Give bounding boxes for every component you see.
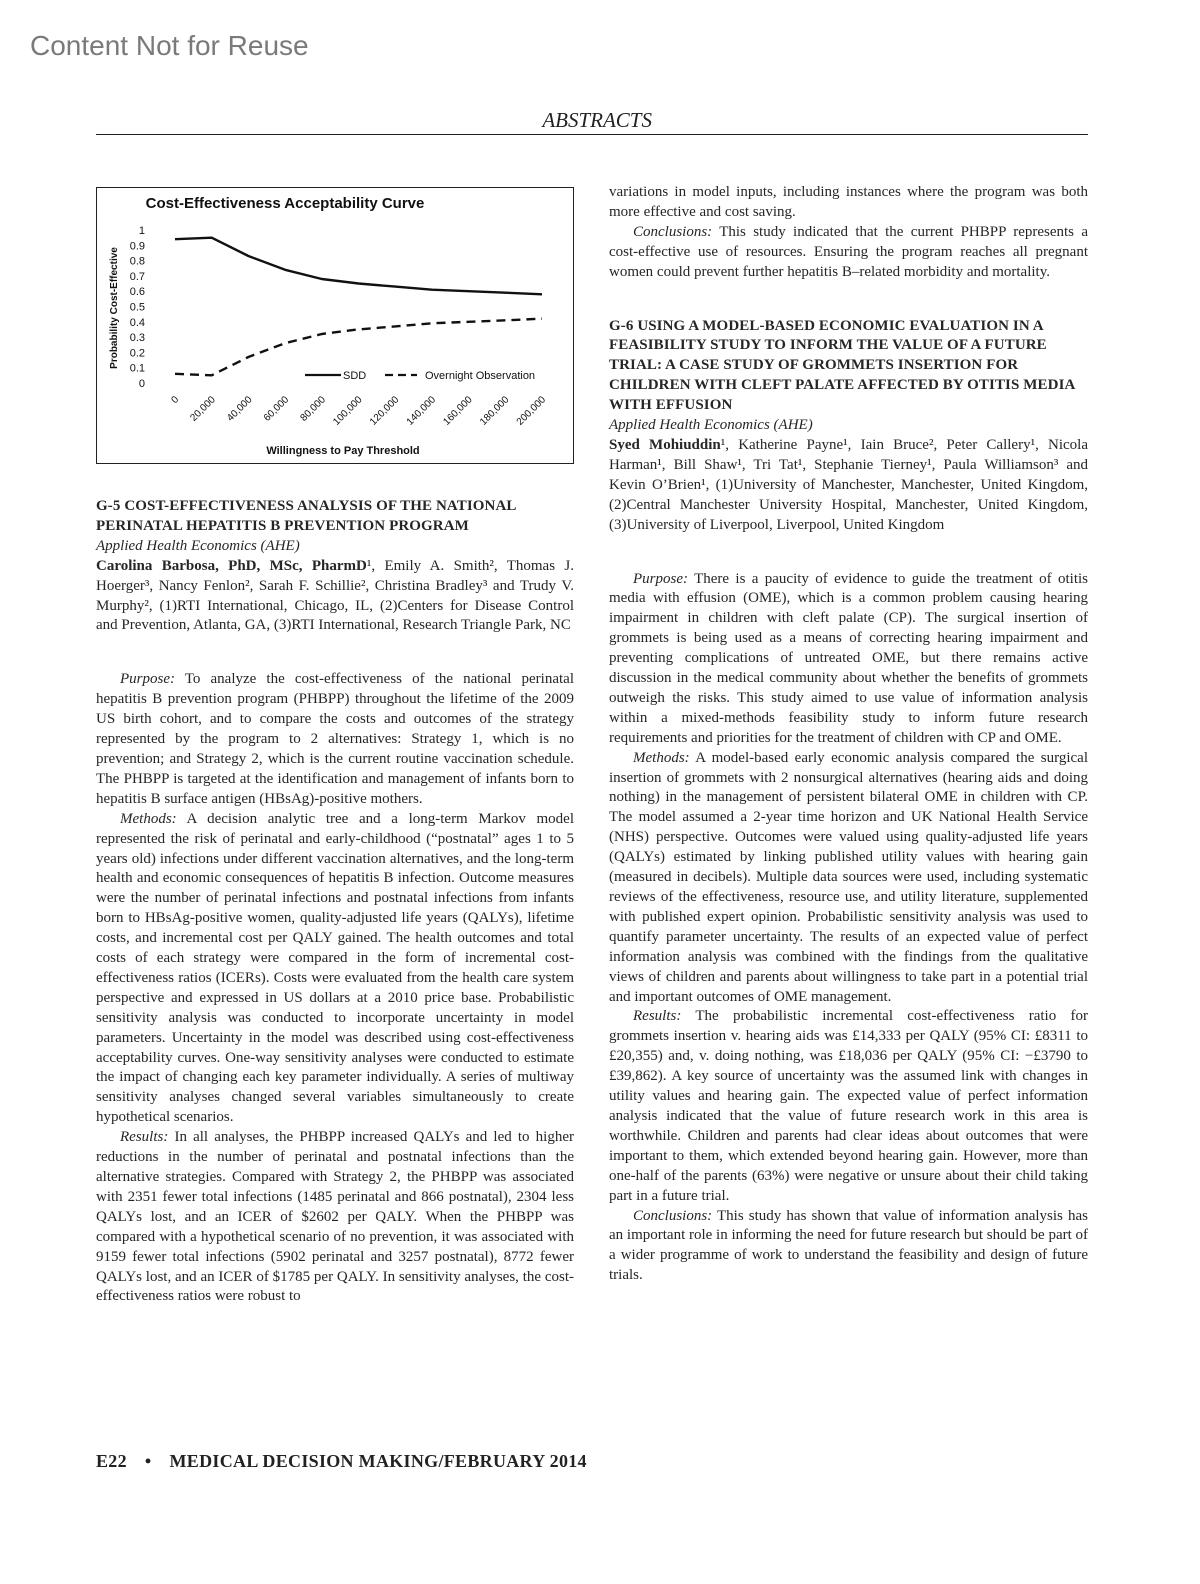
g5-title: G-5 COST-EFFECTIVENESS ANALYSIS OF THE NATIONAL PERINATAL HEPATITIS B PREVENTION PROGRAM <box>96 498 516 534</box>
g6-title: G-6 USING A MODEL-BASED ECONOMIC EVALUATION IN A FEASIBILITY STUDY TO INFORM THE VALUE OF A FUTURE TRIAL: A CASE STUDY OF GROMMETS INSERTION FOR CHILDREN WITH CLEFT PALATE AFFECTED BY OTITIS MEDIA WITH EFFUSION <box>609 317 1075 414</box>
g5-purpose-text: To analyze the cost-effectiveness of the national perinatal hepatitis B prevention program (PHBPP) throughout the lifetime of the 2009 US birth cohort, and to compare the costs and outcomes of the strategy represented by the program to 2 alternatives: Strategy 1, which is no prevention; and Strategy 2, which is the current routine vaccination schedule. The PHBPP is targeted at the identification and management of infants born to hepatitis B surface antigen (HBsAg)-positive mothers. <box>96 671 574 807</box>
g6-methods <box>609 749 1088 1008</box>
g6-purpose-text: There is a paucity of evidence to guide the treatment of otitis media with effusion (OME), which is a common problem causing hearing impairment in children with cleft palate (CP). The surgical insertion of grommets is being used as a means of correcting hearing impairment and preventing complications of untreated OME, but there remains active discussion in the medical community about whether the benefits of grommets outweigh the risks. This study aimed to use value of information analysis within a mixed-methods feasibility study to inform future research requirements and priorities for the treatment of children with CP and OME. <box>609 570 1088 746</box>
x-tick-label: 180,000 <box>478 394 512 428</box>
y-tick-label: 0.6 <box>129 286 145 299</box>
g5-methods-text: A decision analytic tree and a long-term Markov model represented the risk of perinatal and early-childhood (“postnatal” ages 1 to 5 years old) infections under different vaccination alternatives, and the long-term health and economic consequences of hepatitis B infection. Outcome measures were the number of perinatal infections and postnatal infections from infants born to HBsAg-positive women, quality-adjusted life years (QALYs), lifetime costs, and incremental cost per QALY gained. The health outcomes and total costs of each strategy were compared in the form of incremental cost-effectiveness ratios (ICERs). Costs were evaluated from the health care system perspective and expressed in US dollars at a 2010 price base. Probabilistic sensitivity analysis was conducted to incorporate uncertainty in model parameters. Uncertainty in the model was described using cost-effectiveness acceptability curves. One-way sensitivity analyses were conducted to estimate the impact of changing each key parameter individually. A series of multiway sensitivity analyses changed several variables simultaneously to create hypothetical scenarios. <box>96 810 574 1126</box>
y-tick-label: 0.1 <box>129 362 145 375</box>
y-tick-label: 0.5 <box>129 301 145 314</box>
g5-purpose-label: Purpose: <box>120 671 175 688</box>
right-column <box>609 183 1088 1286</box>
x-tick-label: 100,000 <box>331 394 365 428</box>
g6-results-label: Results: <box>633 1008 682 1025</box>
g6-results <box>609 1007 1088 1206</box>
chart-x-axis-label: Willingness to Pay Threshold <box>266 445 420 457</box>
x-tick-label: 80,000 <box>298 394 328 424</box>
g6-purpose <box>609 570 1088 749</box>
running-head: ABSTRACTS <box>542 108 652 132</box>
g5-purpose <box>96 670 574 809</box>
x-tick-label: 40,000 <box>225 394 255 424</box>
g5-other-authors: ¹, Emily A. Smith², Thomas J. Hoerger³, Nancy Fenlon², Sarah F. Schillie², Christina Bradley³ and Trudy V. Murphy², (1)RTI International, Chicago, IL, (2)Centers for Disease Control and Prevention, Atlanta, GA, (3)RTI International, Research Triangle Park, NC <box>96 557 574 634</box>
x-tick-label: 160,000 <box>441 394 475 428</box>
g6-conclusions <box>609 1207 1088 1287</box>
journal-name: MEDICAL DECISION MAKING/FEBRUARY 2014 <box>169 1451 587 1471</box>
g5-methods <box>96 810 574 1129</box>
g6-lead-author: Syed Mohiuddin <box>609 436 721 453</box>
g6-conclusions-text: This study has shown that value of information analysis has an important role in informing the need for future research but should be part of a wider programme of work to understand the feasibility and design of future trials. <box>609 1207 1089 1284</box>
g5-results-continued: variations in model inputs, including instances where the program was both more effective and cost saving. <box>609 184 1088 220</box>
series-line-overnight-observation <box>175 319 542 376</box>
chart-legend <box>305 370 535 382</box>
chart-y-axis-label: Probability Cost-Effective <box>109 247 120 369</box>
x-tick-label: 200,000 <box>514 394 549 428</box>
g5-results-label: Results: <box>120 1129 169 1146</box>
series-line-sdd <box>175 238 542 295</box>
x-tick-label: 60,000 <box>261 394 292 424</box>
chart-svg <box>97 188 575 465</box>
g5-conclusions-text: This study indicated that the current PHBPP represents a cost-effective use of resources. Ensuring the program reaches all pregnant women could prevent further hepatitis B–related morbidity and mortality. <box>609 223 1088 280</box>
y-tick-label: 0.3 <box>129 332 145 345</box>
y-tick-label: 0.4 <box>129 316 145 329</box>
g6-purpose-label: Purpose: <box>633 570 688 587</box>
g6-authors <box>609 436 1088 536</box>
watermark: Content Not for Reuse <box>30 30 309 61</box>
g6-methods-label: Methods: <box>633 749 690 766</box>
y-tick-label: 0.7 <box>129 270 145 283</box>
g5-results-text: In all analyses, the PHBPP increased QALYs and led to higher reductions in the number of perinatal and postnatal infections than the alternative strategies. Compared with Strategy 2, the PHBPP was associated with 2351 fewer total infections (1485 perinatal and 866 postnatal), 2304 less QALYs lost, and an ICER of $2602 per QALY. When the PHBPP was compared with a hypothetical scenario of no prevention, it was associated with 9159 fewer total infections (5902 perinatal and 3257 postnatal), 8772 fewer QALYs lost, and an ICER of $1785 per QALY. In sensitivity analyses, the cost-effectiveness ratios were robust to <box>96 1129 574 1305</box>
series-lines <box>175 238 542 376</box>
g5-conclusions-label: Conclusions: <box>633 223 713 240</box>
x-tick-label: 120,000 <box>367 394 402 428</box>
y-tick-label: 0.2 <box>129 347 145 360</box>
legend-overnight-label: Overnight Observation <box>425 370 536 382</box>
g6-conclusions-label: Conclusions: <box>633 1207 713 1224</box>
y-tick-labels <box>130 225 145 390</box>
g6-category: Applied Health Economics (AHE) <box>609 417 813 434</box>
ceac-chart <box>96 187 574 464</box>
x-tick-label: 0 <box>169 394 182 407</box>
page-footer <box>96 1451 587 1472</box>
left-column <box>96 497 574 1307</box>
g5-methods-label: Methods: <box>120 810 177 827</box>
chart-title: Cost-Effectiveness Acceptability Curve <box>145 195 425 212</box>
legend-sdd-label: SDD <box>343 370 367 382</box>
y-tick-label: 0 <box>138 378 145 390</box>
g5-category: Applied Health Economics (AHE) <box>96 537 300 554</box>
g5-authors <box>96 557 574 637</box>
page-number: E22 <box>96 1451 127 1471</box>
g5-results <box>96 1128 574 1307</box>
x-tick-label: 20,000 <box>188 394 218 424</box>
footer-bullet: • <box>144 1451 152 1471</box>
g6-results-text: The probabilistic incremental cost-effectiveness ratio for grommets insertion v. hearing aids was £14,333 per QALY (95% CI: £8311 to £20,355) and, v. doing nothing, was £18,036 per QALY (95% CI: −£3790 to £39,862). A key source of uncertainty was the assumed link with changes in utility values and hearing gain. The expected value of perfect information analysis indicated that the value of future research work in this area is worthwhile. Children and parents had clear ideas about outcomes that were important to them, which extended beyond hearing gain. However, more than one-half of the parents (63%) were negative or unsure about their child taking part in a future trial. <box>609 1008 1088 1204</box>
y-tick-label: 0.8 <box>129 255 145 268</box>
g6-other-authors: ¹, Katherine Payne¹, Iain Bruce², Peter Callery¹, Nicola Harman¹, Bill Shaw¹, Tri Tat¹, Stephanie Tierney¹, Paula Williamson³ and Kevin O’Brien¹, (1)University of Manchester, Manchester, United Kingdom, (2)Central Manchester University Hospital, Manchester, United Kingdom, (3)University of Liverpool, Liverpool, United Kingdom <box>609 436 1089 533</box>
header-rule <box>96 134 1088 135</box>
x-tick-label: 140,000 <box>404 394 439 428</box>
x-tick-labels <box>169 394 548 428</box>
y-tick-label: 0.9 <box>129 240 145 253</box>
y-tick-label: 1 <box>138 225 145 237</box>
g5-conclusions <box>609 223 1088 283</box>
g6-methods-text: A model-based early economic analysis compared the surgical insertion of grommets with 2 nonsurgical alternatives (hearing aids and doing nothing) in the management of persistent bilateral OME in children with CP. The model assumed a 2-year time horizon and UK National Health Service (NHS) perspective. Outcomes were valued using quality-adjusted life years (QALYs) estimated by linking published utility values with hearing gain (measured in decibels). Multiple data sources were used, including systematic reviews of the effectiveness, resource use, and utility literature, supplemented with published expert opinion. Probabilistic sensitivity analysis was used to quantify parameter uncertainty. The results of an expected value of perfect information analysis was combined with the findings from the qualitative views of children and parents about willingness to take part in a potential trial and important outcomes of OME management. <box>609 749 1088 1005</box>
g5-lead-author: Carolina Barbosa, PhD, MSc, PharmD <box>96 557 367 574</box>
